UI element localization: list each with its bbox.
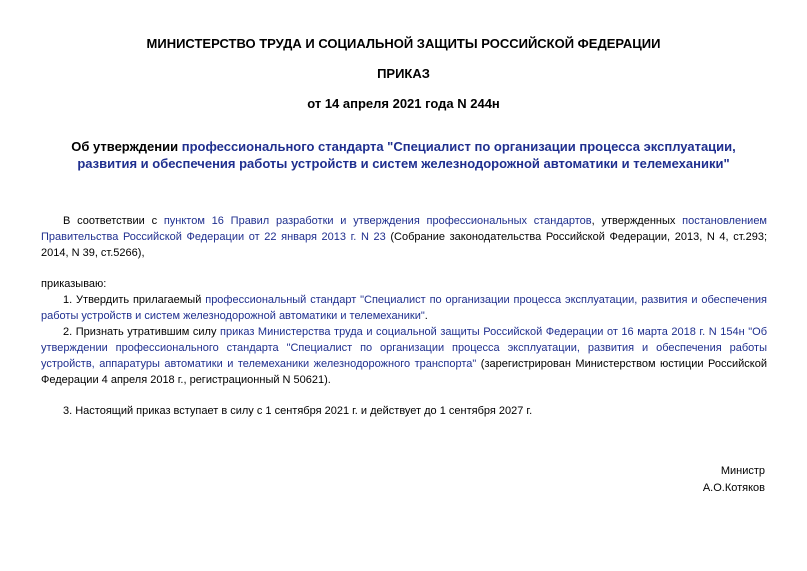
professional-standard-link[interactable]: профессиональный стандарт "Специалист по организации процесса эксплуатации, развития и обеспечения работы устройств и систем железнодорожной автоматики и телемеханики" xyxy=(41,294,768,322)
doc-type-heading: ПРИКАЗ xyxy=(377,66,430,81)
government-decree-link[interactable]: постановлением Правительства Российской Федерации от 22 января 2013 г. N 23 xyxy=(41,215,767,243)
preamble-text-2: , утвержденных xyxy=(591,215,683,227)
date-number-heading: от 14 апреля 2021 года N 244н xyxy=(307,96,500,111)
item-1-end: . xyxy=(424,310,428,322)
preamble-text-1: В соответствии с xyxy=(63,215,164,227)
title-prefix: Об утверждении xyxy=(71,139,182,154)
title-standard-link[interactable]: профессионального стандарта "Специалист по организации процесса эксплуатации, развития и обеспечения работы устройств и систем железнодорожной автоматики и телемеханики" xyxy=(77,139,736,171)
repealed-order-link[interactable]: приказ Министерства труда и социальной защиты Российской Федерации от 16 марта 2018 г. N 154н "Об утверждении профессионального стандарта "Специалист по организации процесса эксплуатации, развития и обеспечения работы устройств, аппаратуры автоматики и телемеханики железнодорожного транспорта" xyxy=(41,326,768,370)
item-2-paragraph xyxy=(41,324,767,388)
preamble-text-3: (Собрание законодательства Российской Федерации, 2013, N 4, ст.293; 2014, N 39, ст.5266), xyxy=(41,231,768,259)
preamble-paragraph xyxy=(41,213,767,261)
item-1-paragraph xyxy=(41,292,767,324)
order-word: приказываю: xyxy=(41,278,107,290)
item-1-text: 1. Утвердить прилагаемый xyxy=(63,294,206,306)
signature-name: А.О.Котяков xyxy=(702,482,765,494)
signature-position: Министр xyxy=(720,465,765,477)
item-3-paragraph: 3. Настоящий приказ вступает в силу с 1 сентября 2021 г. и действует до 1 сентября 2027 г. xyxy=(63,405,533,417)
item-2-text: 2. Признать утратившим силу xyxy=(63,326,221,338)
item-2-end: (зарегистрирован Министерством юстиции Российской Федерации 4 апреля 2018 г., регистрационный N 50621). xyxy=(41,358,767,386)
signature-block xyxy=(703,463,765,497)
document-title xyxy=(40,138,767,172)
ministry-heading: МИНИСТЕРСТВО ТРУДА И СОЦИАЛЬНОЙ ЗАЩИТЫ РОССИЙСКОЙ ФЕДЕРАЦИИ xyxy=(146,36,661,51)
rules-point-16-link[interactable]: пунктом 16 Правил разработки и утверждения профессиональных стандартов xyxy=(163,215,592,227)
